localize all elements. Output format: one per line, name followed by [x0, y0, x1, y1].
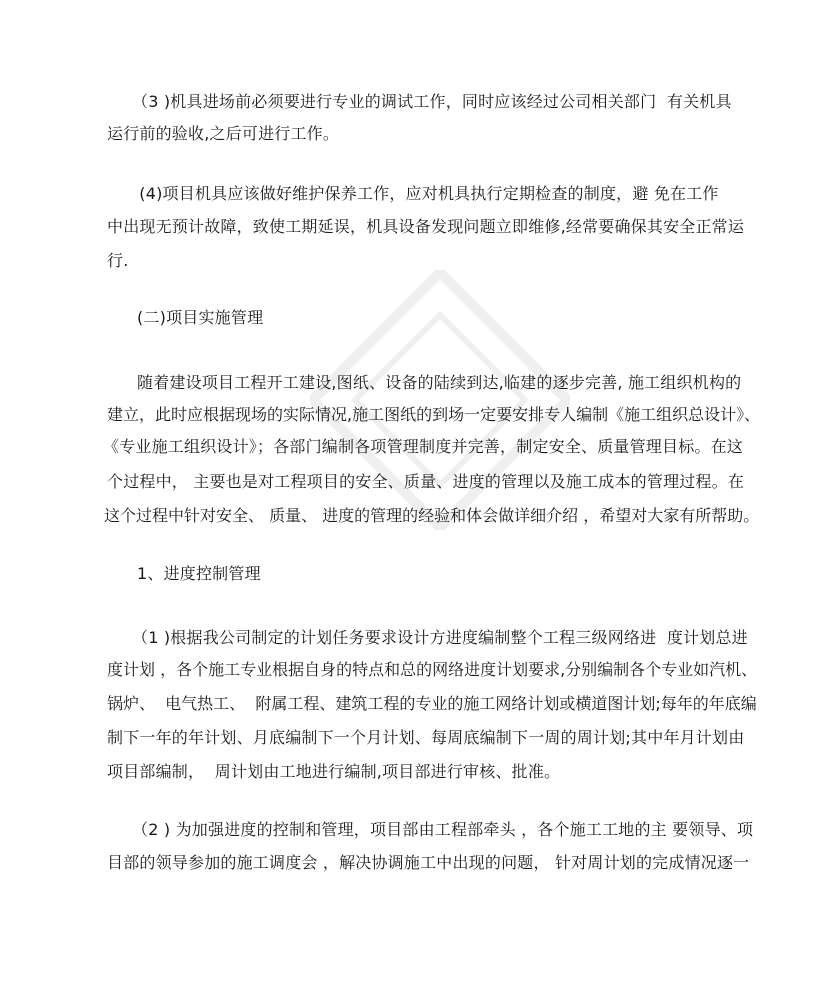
paragraph-intro-line-2: 建立，此时应根据现场的实际情况,施工图纸的到场一定要安排专人编制《施工组织总设计》、	[107, 405, 761, 424]
paragraph-sub-item-1-line-2: 度计划 ，各个施工专业根据自身的特点和总的网络进度计划要求,分别编制各个专业如汽机、	[107, 660, 758, 679]
paragraph-sub-item-1-line-5: 项目部编制， 周计划由工地进行编制,项目部进行审核、批准。	[107, 762, 561, 781]
paragraph-item-3-line-1: （3 )机具进场前必须要进行专业的调试工作，同时应该经过公司相关部门 有关机具	[132, 92, 732, 111]
paragraph-intro-line-5: 这个过程中针对安全、 质量、 进度的管理的经验和体会做详细介绍 ，希望对大家有所帮助。	[104, 506, 760, 525]
paragraph-sub-item-1-line-1: （1 )根据我公司制定的计划任务要求设计方进度编制整个工程三级网络进 度计划总进	[132, 628, 748, 647]
subsection-heading-progress-control: 1、进度控制管理	[137, 564, 261, 583]
paragraph-intro-line-3: 《专业施工组织设计》；各部门编制各项管理制度并完善，制定安全、质量管理目标。在这	[103, 437, 744, 456]
paragraph-sub-item-2-line-1: （2 ) 为加强进度的控制和管理，项目部由工程部牵头 ，各个施工工地的主 要领导、项	[132, 820, 754, 839]
paragraph-item-4-line-3: 行.	[107, 251, 129, 270]
paragraph-item-3-line-2: 运行前的验收,之后可进行工作。	[107, 124, 340, 143]
paragraph-intro-line-4: 个过程中， 主要也是对工程项目的安全、质量、进度的管理以及施工成本的管理过程。在	[107, 472, 745, 491]
section-heading-project-implementation: (二)项目实施管理	[137, 308, 264, 327]
paragraph-sub-item-2-line-2: 目部的领导参加的施工调度会 ，解决协调施工中出现的问题， 针对周计划的完成情况逐一	[107, 853, 750, 872]
paragraph-item-4-line-1: (4)项目机具应该做好维护保养工作，应对机具执行定期检查的制度，避 免在工作	[134, 184, 719, 203]
paragraph-intro-line-1: 随着建设项目工程开工建设,图纸、设备的陆续到达,临建的逐步完善, 施工组织机构的	[137, 373, 742, 392]
paragraph-item-4-line-2: 中出现无预计故障，致使工期延误，机具设备发现问题立即维修,经常要确保其安全正常运	[107, 217, 745, 236]
paragraph-sub-item-1-line-4: 制下一年的年计划、月底编制下一个月计划、每周底编制下一周的周计划;其中年月计划由	[107, 728, 745, 747]
paragraph-sub-item-1-line-3: 锅炉、 电气热工、 附属工程、建筑工程的专业的施工网络计划或横道图计划;每年的年底编	[107, 694, 757, 713]
